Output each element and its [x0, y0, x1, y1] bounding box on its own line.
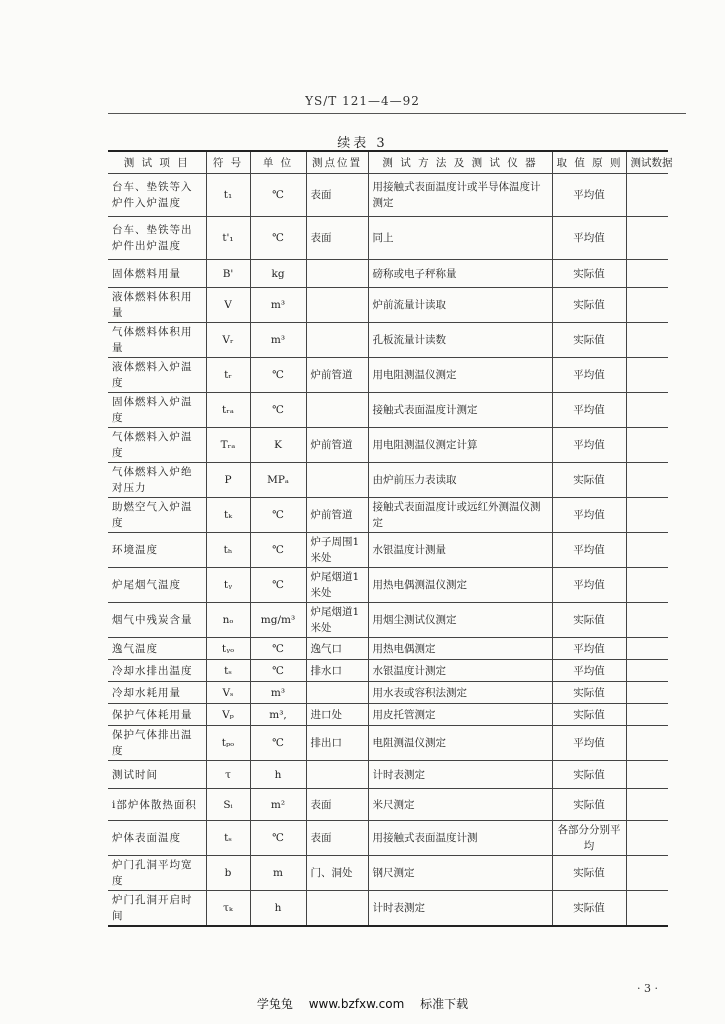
cell-item: 液体燃料入炉温度 [108, 358, 206, 393]
cell-unit: kg [250, 260, 306, 288]
cell-principle: 平均值 [552, 174, 626, 217]
cell-symbol: tᵣ [206, 358, 250, 393]
cell-location: 炉前管道 [306, 428, 368, 463]
cell-data [626, 682, 668, 704]
cell-item: 冷却水排出温度 [108, 660, 206, 682]
cell-method: 同上 [368, 217, 552, 260]
cell-item: 炉体表面温度 [108, 821, 206, 856]
cell-unit: ℃ [250, 660, 306, 682]
cell-method: 计时表测定 [368, 891, 552, 927]
page-number: · 3 · [637, 982, 658, 995]
cell-method: 米尺测定 [368, 789, 552, 821]
cell-location: 排出口 [306, 726, 368, 761]
table-row [108, 428, 668, 463]
cell-location [306, 323, 368, 358]
cell-principle: 平均值 [552, 217, 626, 260]
cell-method: 用接触式表面温度计或半导体温度计测定 [368, 174, 552, 217]
cell-principle: 平均值 [552, 358, 626, 393]
cell-principle: 平均值 [552, 428, 626, 463]
cell-data [626, 217, 668, 260]
cell-principle: 平均值 [552, 533, 626, 568]
cell-location: 炉子周围1米处 [306, 533, 368, 568]
cell-method: 用水表或容积法测定 [368, 682, 552, 704]
cell-data [626, 568, 668, 603]
cell-data [626, 726, 668, 761]
cell-principle: 实际值 [552, 260, 626, 288]
cell-method: 水银温度计测量 [368, 533, 552, 568]
cell-symbol: P [206, 463, 250, 498]
cell-unit: h [250, 761, 306, 789]
cell-principle: 平均值 [552, 568, 626, 603]
cell-item: 环境温度 [108, 533, 206, 568]
cell-item: 炉门孔洞开启时间 [108, 891, 206, 927]
table-header-row [108, 151, 668, 174]
cell-method: 电阻测温仪测定 [368, 726, 552, 761]
footer-url[interactable]: www.bzfxw.com [308, 997, 405, 1011]
cell-principle: 各部分分别平均 [552, 821, 626, 856]
cell-data [626, 174, 668, 217]
cell-location [306, 761, 368, 789]
cell-item: i部炉体散热面积 [108, 789, 206, 821]
cell-method: 水银温度计测定 [368, 660, 552, 682]
table-row [108, 463, 668, 498]
cell-method: 接触式表面温度计测定 [368, 393, 552, 428]
table-row [108, 260, 668, 288]
table-row [108, 682, 668, 704]
cell-principle: 实际值 [552, 682, 626, 704]
col-header-unit: 单 位 [250, 151, 306, 174]
cell-location: 炉尾烟道1米处 [306, 603, 368, 638]
cell-symbol: Vₛ [206, 682, 250, 704]
cell-method: 磅称或电子秤称量 [368, 260, 552, 288]
cell-location [306, 288, 368, 323]
cell-method: 用皮托管测定 [368, 704, 552, 726]
cell-unit: m³, [250, 704, 306, 726]
cell-location: 表面 [306, 174, 368, 217]
cell-item: 台车、垫铁等出炉件出炉温度 [108, 217, 206, 260]
cell-data [626, 821, 668, 856]
cell-unit: m³ [250, 323, 306, 358]
cell-item: 固体燃料入炉温度 [108, 393, 206, 428]
cell-data [626, 463, 668, 498]
cell-item: 固体燃料用量 [108, 260, 206, 288]
cell-data [626, 323, 668, 358]
table-row [108, 174, 668, 217]
cell-method: 计时表测定 [368, 761, 552, 789]
col-header-location: 测点位置 [306, 151, 368, 174]
table-row [108, 568, 668, 603]
col-header-method: 测 试 方 法 及 测 试 仪 器 [368, 151, 552, 174]
cell-item: 气体燃料入炉温度 [108, 428, 206, 463]
cell-symbol: t'₁ [206, 217, 250, 260]
cell-principle: 实际值 [552, 323, 626, 358]
cell-principle: 实际值 [552, 603, 626, 638]
cell-symbol: Vᵣ [206, 323, 250, 358]
table-title: 续表 3 [337, 136, 388, 151]
table-row [108, 761, 668, 789]
table-row [108, 217, 668, 260]
cell-item: 逸气温度 [108, 638, 206, 660]
cell-location [306, 463, 368, 498]
cell-unit: ℃ [250, 568, 306, 603]
footer-site-name: 学兔兔 [256, 997, 293, 1011]
cell-item: 气体燃料体积用量 [108, 323, 206, 358]
table-row [108, 533, 668, 568]
cell-item: 台车、垫铁等入炉件入炉温度 [108, 174, 206, 217]
cell-symbol: τ [206, 761, 250, 789]
cell-method: 用电阻测温仪测定 [368, 358, 552, 393]
col-header-item: 测 试 项 目 [108, 151, 206, 174]
cell-method: 钢尺测定 [368, 856, 552, 891]
cell-principle: 平均值 [552, 660, 626, 682]
cell-item: 液体燃料体积用量 [108, 288, 206, 323]
col-header-principle: 取 值 原 则 [552, 151, 626, 174]
cell-unit: ℃ [250, 393, 306, 428]
cell-method: 用热电偶测定 [368, 638, 552, 660]
cell-data [626, 638, 668, 660]
cell-location: 门、洞处 [306, 856, 368, 891]
table-row [108, 603, 668, 638]
cell-method: 用电阻测温仪测定计算 [368, 428, 552, 463]
cell-unit: ℃ [250, 217, 306, 260]
cell-item: 冷却水耗用量 [108, 682, 206, 704]
cell-method: 孔板流量计读数 [368, 323, 552, 358]
cell-principle: 实际值 [552, 761, 626, 789]
cell-data [626, 891, 668, 927]
cell-method: 接触式表面温度计或远红外测温仪测定 [368, 498, 552, 533]
test-items-table [108, 150, 673, 927]
cell-principle: 平均值 [552, 638, 626, 660]
cell-unit: h [250, 891, 306, 927]
cell-data [626, 288, 668, 323]
cell-symbol: Sᵢ [206, 789, 250, 821]
cell-method: 炉前流量计读取 [368, 288, 552, 323]
cell-unit: ℃ [250, 821, 306, 856]
cell-location: 逸气口 [306, 638, 368, 660]
cell-data [626, 260, 668, 288]
cell-item: 助燃空气入炉温度 [108, 498, 206, 533]
cell-symbol: Tᵣₐ [206, 428, 250, 463]
cell-location: 进口处 [306, 704, 368, 726]
cell-location: 炉前管道 [306, 498, 368, 533]
cell-data [626, 533, 668, 568]
cell-symbol: nₒ [206, 603, 250, 638]
cell-symbol: tₛ [206, 821, 250, 856]
cell-unit: ℃ [250, 638, 306, 660]
cell-data [626, 428, 668, 463]
table-row [108, 789, 668, 821]
cell-unit: m³ [250, 288, 306, 323]
cell-unit: mg/m³ [250, 603, 306, 638]
cell-symbol: tᵧ [206, 568, 250, 603]
cell-unit: ℃ [250, 174, 306, 217]
cell-location: 表面 [306, 217, 368, 260]
cell-item: 炉尾烟气温度 [108, 568, 206, 603]
cell-unit: ℃ [250, 726, 306, 761]
cell-principle: 实际值 [552, 856, 626, 891]
cell-unit: ℃ [250, 498, 306, 533]
table-row [108, 856, 668, 891]
standard-header: YS/T 121—4—92 [305, 94, 420, 108]
cell-item: 烟气中残炭含量 [108, 603, 206, 638]
table-row [108, 821, 668, 856]
cell-data [626, 856, 668, 891]
cell-item: 炉门孔洞平均宽度 [108, 856, 206, 891]
cell-principle: 实际值 [552, 704, 626, 726]
cell-principle: 实际值 [552, 789, 626, 821]
cell-symbol: Vₚ [206, 704, 250, 726]
table-row [108, 358, 668, 393]
table-row [108, 726, 668, 761]
table-row [108, 891, 668, 927]
cell-symbol: tᵣₐ [206, 393, 250, 428]
cell-location: 炉前管道 [306, 358, 368, 393]
cell-item: 测试时间 [108, 761, 206, 789]
cell-symbol: tₛ [206, 660, 250, 682]
cell-symbol: V [206, 288, 250, 323]
cell-location: 排水口 [306, 660, 368, 682]
cell-unit: m² [250, 789, 306, 821]
table-row [108, 393, 668, 428]
cell-location [306, 891, 368, 927]
col-header-data: 测试数据 [626, 151, 668, 174]
cell-symbol: tₚₒ [206, 726, 250, 761]
cell-item: 气体燃料入炉绝对压力 [108, 463, 206, 498]
footer [0, 995, 725, 1012]
cell-item: 保护气体耗用量 [108, 704, 206, 726]
footer-slogan: 标准下载 [420, 997, 469, 1011]
cell-location [306, 682, 368, 704]
cell-symbol: tᵧₒ [206, 638, 250, 660]
cell-unit: ℃ [250, 358, 306, 393]
cell-unit: m³ [250, 682, 306, 704]
cell-symbol: b [206, 856, 250, 891]
cell-principle: 平均值 [552, 726, 626, 761]
table-body [108, 174, 668, 927]
cell-data [626, 393, 668, 428]
cell-symbol: B' [206, 260, 250, 288]
cell-principle: 实际值 [552, 463, 626, 498]
table-row [108, 638, 668, 660]
cell-item: 保护气体排出温度 [108, 726, 206, 761]
cell-principle: 平均值 [552, 498, 626, 533]
cell-location: 表面 [306, 789, 368, 821]
table-row [108, 288, 668, 323]
cell-unit: K [250, 428, 306, 463]
cell-method: 用接触式表面温度计测 [368, 821, 552, 856]
cell-method: 由炉前压力表读取 [368, 463, 552, 498]
table-row [108, 704, 668, 726]
cell-unit: ℃ [250, 533, 306, 568]
cell-location [306, 260, 368, 288]
cell-data [626, 498, 668, 533]
cell-data [626, 761, 668, 789]
col-header-symbol: 符 号 [206, 151, 250, 174]
cell-data [626, 603, 668, 638]
cell-location: 表面 [306, 821, 368, 856]
table-row [108, 660, 668, 682]
cell-location: 炉尾烟道1米处 [306, 568, 368, 603]
cell-symbol: tₖ [206, 498, 250, 533]
cell-data [626, 789, 668, 821]
cell-data [626, 358, 668, 393]
cell-principle: 实际值 [552, 288, 626, 323]
cell-method: 用烟尘测试仪测定 [368, 603, 552, 638]
cell-data [626, 660, 668, 682]
cell-principle: 平均值 [552, 393, 626, 428]
table-row [108, 498, 668, 533]
cell-symbol: tₕ [206, 533, 250, 568]
cell-data [626, 704, 668, 726]
cell-symbol: t₁ [206, 174, 250, 217]
cell-unit: m [250, 856, 306, 891]
cell-symbol: τₖ [206, 891, 250, 927]
table-row [108, 323, 668, 358]
cell-unit: MPₐ [250, 463, 306, 498]
header-rule [108, 113, 686, 114]
cell-location [306, 393, 368, 428]
cell-principle: 实际值 [552, 891, 626, 927]
cell-method: 用热电偶测温仪测定 [368, 568, 552, 603]
